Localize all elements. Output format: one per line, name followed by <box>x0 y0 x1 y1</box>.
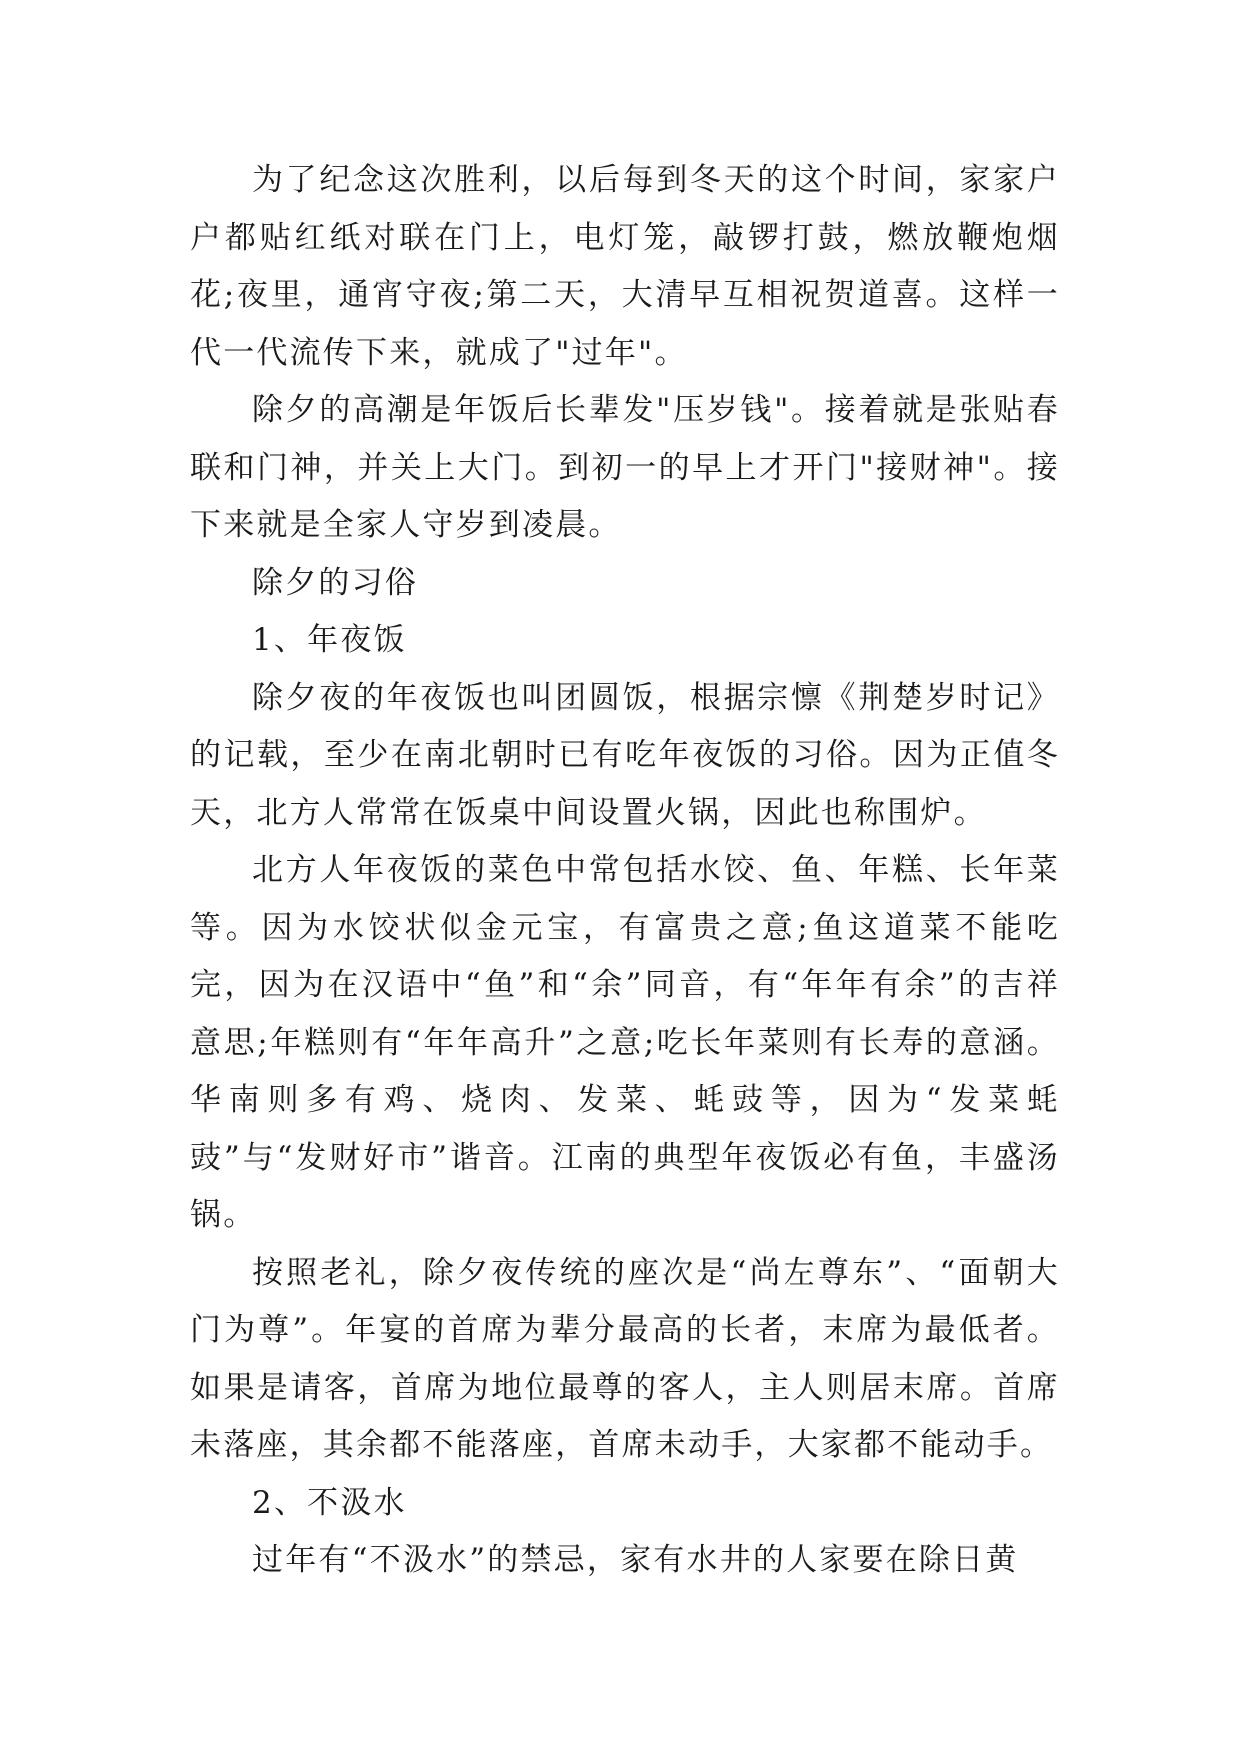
paragraph-no-drawing-water: 过年有“不汲水”的禁忌，家有水井的人家要在除日黄 <box>252 1542 1019 1578</box>
paragraph-reunion-dinner: 除夕夜的年夜饭也叫团圆饭，根据宗懔《荆楚岁时记》的记载，至少在南北朝时已有吃年夜饭的习俗。因为正值冬天，北方人常常在饭桌中间设置火锅，因此也称围炉。 <box>190 679 1060 831</box>
paragraph-victory-commemoration: 为了纪念这次胜利，以后每到冬天的这个时间，家家户户都贴红纸对联在门上，电灯笼，敲锣打鼓，燃放鞭炮烟花;夜里，通宵守夜;第二天，大清早互相祝贺道喜。这样一代一代流传下来，就成了"过年"。 <box>190 162 1060 371</box>
subheading-no-drawing-water: 2、不汲水 <box>252 1484 407 1521</box>
subheading-reunion-dinner: 1、年夜饭 <box>252 622 407 658</box>
paragraph-seating-etiquette: 按照老礼，除夕夜传统的座次是“尚左尊东”、“面朝大门为尊”。年宴的首席为辈分最高的长者，末席为最低者。如果是请客，首席为地位最尊的客人，主人则居末席。首席未落座，其余都不能落座，首席未动手，大家都不能动手。 <box>190 1254 1060 1463</box>
document-body <box>190 152 1060 1590</box>
paragraph-dinner-dishes: 北方人年夜饭的菜色中常包括水饺、鱼、年糕、长年菜等。因为水饺状似金元宝，有富贵之意;鱼这道菜不能吃完，因为在汉语中“鱼”和“余”同音，有“年年有余”的吉祥意思;年糕则有“年年高升”之意;吃长年菜则有长寿的意涵。华南则多有鸡、烧肉、发菜、蚝豉等，因为“发菜蚝豉”与“发财好市”谐音。江南的典型年夜饭必有鱼，丰盛汤锅。 <box>190 852 1060 1233</box>
section-heading-customs: 除夕的习俗 <box>252 564 418 601</box>
paragraph-new-year-eve-climax: 除夕的高潮是年饭后长辈发"压岁钱"。接着就是张贴春联和门神，并关上大门。到初一的早上才开门"接财神"。接下来就是全家人守岁到凌晨。 <box>190 392 1060 543</box>
